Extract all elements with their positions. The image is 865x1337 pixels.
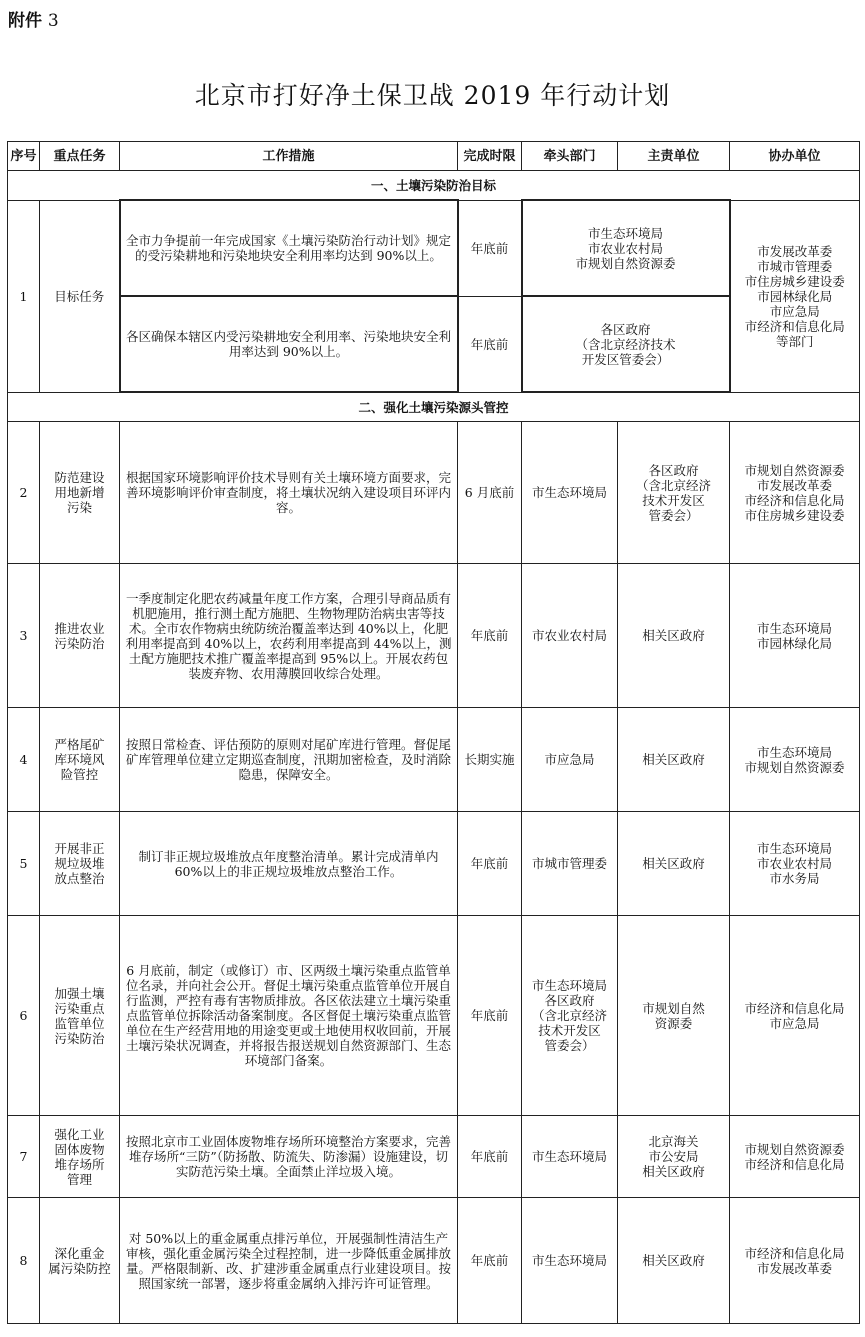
assist-cell: 市生态环境局 市规划自然资源委 [730,708,860,812]
row-number: 2 [8,422,40,564]
table-row [8,564,860,708]
assist-cell: 市规划自然资源委 市发展改革委 市经济和信息化局 市住房城乡建设委 [730,422,860,564]
action-plan-table [7,141,860,1324]
table-row [8,916,860,1116]
lead-cell: 市生态环境局 [522,1198,618,1324]
page-title: 北京市打好净土保卫战 2019 年行动计划 [194,81,671,110]
row-number: 4 [8,708,40,812]
table-row [8,708,860,812]
header-row [8,142,860,171]
task-cell: 严格尾矿 库环境风 险管控 [40,708,120,812]
responsible-cell: 相关区政府 [618,708,730,812]
responsible-cell: 北京海关 市公安局 相关区政府 [618,1116,730,1198]
task-cell: 开展非正 规垃圾堆 放点整治 [40,812,120,916]
lead-cell: 市应急局 [522,708,618,812]
measure-cell: 制订非正规垃圾堆放点年度整治清单。累计完成清单内 60%以上的非正规垃圾堆放点整治工作。 [120,812,458,916]
attachment-number: 3 [47,11,59,31]
measure-cell: 全市力争提前一年完成国家《土壤污染防治行动计划》规定的受污染耕地和污染地块安全利用率均达到 90%以上。 [120,200,458,296]
measure-cell: 对 50%以上的重金属重点排污单位，开展强制性清洁生产审核，强化重金属污染全过程控制，进一步降低重金属排放量。严格限制新、改、扩建涉重金属重点行业建设项目。按照国家统一部署，逐步将重金属纳入排污许可证管理。 [120,1198,458,1324]
deadline-cell: 年底前 [458,812,522,916]
header-deadline: 完成时限 [458,142,522,171]
row-number: 5 [8,812,40,916]
task-cell: 推进农业 污染防治 [40,564,120,708]
task-cell: 防范建设 用地新增 污染 [40,422,120,564]
lead-cell: 市生态环境局 市农业农村局 市规划自然资源委 [522,200,730,296]
measure-cell: 根据国家环境影响评价技术导则有关土壤环境方面要求，完善环境影响评价审查制度，将土壤状况纳入建设项目环评内容。 [120,422,458,564]
responsible-cell: 市规划自然 资源委 [618,916,730,1116]
responsible-cell: 相关区政府 [618,1198,730,1324]
deadline-cell: 年底前 [458,1116,522,1198]
measure-cell: 按照日常检查、评估预防的原则对尾矿库进行管理。督促尾矿库管理单位建立定期巡查制度，汛期加密检查，及时消除隐患，保障安全。 [120,708,458,812]
responsible-cell: 相关区政府 [618,564,730,708]
responsible-cell: 各区政府 （含北京经济 技术开发区 管委会） [618,422,730,564]
measure-cell: 6 月底前，制定（或修订）市、区两级土壤污染重点监管单位名录，并向社会公开。督促土壤污染重点监管单位开展自行监测，严控有毒有害物质排放。各区依法建立土壤污染重点监管单位拆除活动备案制度。各区督促土壤污染重点监管单位在生产经营用地的用途变更或土地使用权收回前，开展土壤污染状况调查，并将报告报送规划自然资源部门、生态环境部门备案。 [120,916,458,1116]
assist-cell: 市生态环境局 市园林绿化局 [730,564,860,708]
lead-cell: 各区政府 （含北京经济技术 开发区管委会） [522,296,730,392]
attachment-label: 附件 3 [8,11,59,31]
task-cell: 强化工业 固体废物 堆存场所 管理 [40,1116,120,1198]
assist-cell: 市经济和信息化局 市应急局 [730,916,860,1116]
task-cell: 目标任务 [40,200,120,392]
task-cell: 深化重金 属污染防控 [40,1198,120,1324]
responsible-cell: 相关区政府 [618,812,730,916]
header-assist: 协办单位 [730,142,860,171]
table-row [8,422,860,564]
lead-cell: 市城市管理委 [522,812,618,916]
header-measure: 工作措施 [120,142,458,171]
table-row [8,200,860,296]
lead-cell: 市生态环境局 [522,1116,618,1198]
measure-cell: 一季度制定化肥农药减量年度工作方案，合理引导商品质有机肥施用，推行测土配方施肥、生物物理防治病虫害等技术。全市农作物病虫统防统治覆盖率达到 40%以上，化肥利用率提高到 40%以上，农药利用率提高到 44%以上，测土配方施肥技术推广覆盖率提高到 95%以上。开展农药包装废弃物、农用薄膜回收综合处理。 [120,564,458,708]
table-row [8,812,860,916]
assist-cell: 市生态环境局 市农业农村局 市水务局 [730,812,860,916]
lead-cell: 市农业农村局 [522,564,618,708]
row-number: 6 [8,916,40,1116]
row-number: 8 [8,1198,40,1324]
header-responsible: 主责单位 [618,142,730,171]
lead-cell: 市生态环境局 各区政府 （含北京经济 技术开发区 管委会） [522,916,618,1116]
deadline-cell: 年底前 [458,200,522,296]
assist-cell: 市经济和信息化局 市发展改革委 [730,1198,860,1324]
header-task: 重点任务 [40,142,120,171]
deadline-cell: 6 月底前 [458,422,522,564]
deadline-cell: 年底前 [458,296,522,392]
section-heading-2: 二、强化土壤污染源头管控 [8,392,860,422]
header-no: 序号 [8,142,40,171]
deadline-cell: 年底前 [458,916,522,1116]
deadline-cell: 年底前 [458,1198,522,1324]
task-cell: 加强土壤 污染重点 监管单位 污染防治 [40,916,120,1116]
assist-cell: 市发展改革委 市城市管理委 市住房城乡建设委 市园林绿化局 市应急局 市经济和信息化局 等部门 [730,200,860,392]
measure-cell: 各区确保本辖区内受污染耕地安全利用率、污染地块安全利用率达到 90%以上。 [120,296,458,392]
measure-cell: 按照北京市工业固体废物堆存场所环境整治方案要求，完善堆存场所“三防”（防扬散、防流失、防渗漏）设施建设，切实防范污染土壤。全面禁止洋垃圾入境。 [120,1116,458,1198]
header-lead: 牵头部门 [522,142,618,171]
table-row [8,1198,860,1324]
deadline-cell: 年底前 [458,564,522,708]
section-heading-1: 一、土壤污染防治目标 [8,171,860,201]
row-number: 1 [8,200,40,392]
row-number: 3 [8,564,40,708]
deadline-cell: 长期实施 [458,708,522,812]
table-row [8,1116,860,1198]
row-number: 7 [8,1116,40,1198]
lead-cell: 市生态环境局 [522,422,618,564]
assist-cell: 市规划自然资源委 市经济和信息化局 [730,1116,860,1198]
